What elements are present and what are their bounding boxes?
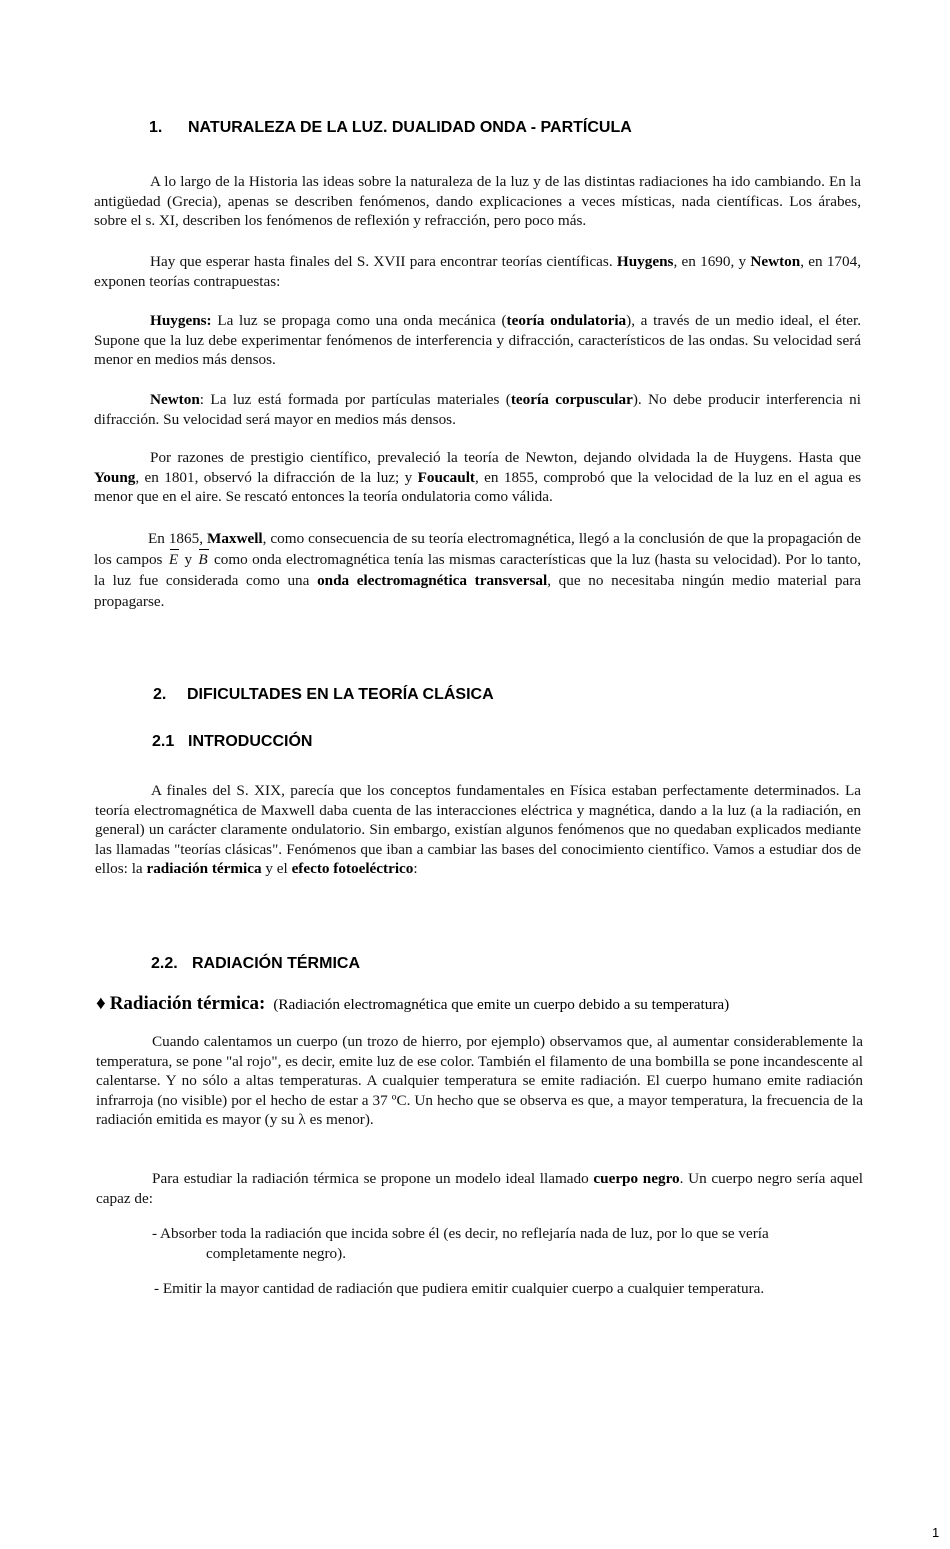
section-number: 2. bbox=[153, 686, 167, 703]
section-title: DIFICULTADES EN LA TEORÍA CLÁSICA bbox=[187, 686, 494, 703]
paragraph: Newton: La luz está formada por partículas materiales (teoría corpuscular). No debe producir interferencia ni difracción. Su velocidad será mayor en medios más densos. bbox=[94, 391, 861, 428]
section-title: RADIACIÓN TÉRMICA bbox=[192, 955, 360, 972]
vector-e: E bbox=[168, 551, 179, 568]
paragraph: Por razones de prestigio científico, prevaleció la teoría de Newton, dejando olvidada la de Huygens. Hasta que Young, en 1801, observó la difracción de la luz; y Foucault, en 1855, comprobó que la velocidad de la luz en el agua es menor que en el aire. Se rescató entonces la teoría ondulatoria como válida. bbox=[94, 449, 862, 506]
section-number: 1. bbox=[149, 119, 163, 136]
paragraph: A lo largo de la Historia las ideas sobre la naturaleza de la luz y de las distintas radiaciones ha ido cambiando. En la antigüedad (Grecia), apenas se describen fenómenos, dando explicaciones a veces místicas, nada científicas. Los árabes, sobre el s. XI, describen los fenómenos de reflexión y refracción, pero poco más. bbox=[94, 173, 861, 230]
section-number: 2.2. bbox=[151, 955, 178, 972]
section-2-heading bbox=[153, 686, 494, 704]
bullet-heading bbox=[96, 993, 729, 1015]
paragraph: En 1865, Maxwell, como consecuencia de su teoría electromagnética, llegó a la conclusión de que la propagación de los campos E y B como onda electromagnética tenía las mismas características que la luz (hasta su velocidad). Por lo tanto, la luz fue considerada como una onda electromagnética transversal, que no necesitaba ningún medio material para propagarse. bbox=[94, 530, 862, 610]
bullet-title: Radiación térmica: bbox=[109, 993, 266, 1014]
paragraph: Para estudiar la radiación térmica se propone un modelo ideal llamado cuerpo negro. Un cuerpo negro sería aquel capaz de: bbox=[96, 1170, 863, 1207]
section-title: NATURALEZA DE LA LUZ. DUALIDAD ONDA - PARTÍCULA bbox=[188, 119, 632, 136]
bullet-subtitle: (Radiación electromagnética que emite un cuerpo debido a su temperatura) bbox=[273, 996, 730, 1013]
section-2-2-heading bbox=[151, 955, 360, 973]
paragraph: Huygens: La luz se propaga como una onda mecánica (teoría ondulatoria), a través de un medio ideal, el éter. Supone que la luz debe experimentar fenómenos de interferencia y difracción, característicos de las ondas. Su velocidad será menor en medios más densos. bbox=[94, 312, 861, 369]
paragraph: A finales del S. XIX, parecía que los conceptos fundamentales en Física estaban perfectamente determinados. La teoría electromagnética de Maxwell daba cuenta de las interacciones eléctrica y magnética, dando a la luz (a la radiación, en general) un carácter claramente ondulatorio. Sin embargo, existían algunos fenómenos que no quedaban explicados mediante las llamadas "teorías clásicas". Fenómenos que iban a cambiar las bases del conocimiento científico. Vamos a estudiar dos de ellos: la radiación térmica y el efecto fotoeléctrico: bbox=[95, 782, 861, 878]
section-2-1-heading bbox=[152, 733, 312, 751]
section-1-heading bbox=[149, 119, 632, 137]
section-number: 2.1 bbox=[152, 733, 175, 750]
paragraph: Cuando calentamos un cuerpo (un trozo de hierro, por ejemplo) observamos que, al aumentar considerablemente la temperatura, se pone "al rojo", es decir, emite luz de ese color. También el filamento de una bombilla se pone incandescente al calentarse. Y no sólo a altas temperaturas. A cualquier temperatura se emite radiación. El cuerpo humano emite radiación infrarroja (no visible) por el hecho de estar a 37 ºC. Un hecho que se observa es que, a mayor temperatura, la frecuencia de la radiación emitida es mayor (y su λ es menor). bbox=[96, 1033, 863, 1129]
paragraph: Hay que esperar hasta finales del S. XVII para encontrar teorías científicas. Huygens, en 1690, y Newton, en 1704, exponen teorías contrapuestas: bbox=[94, 253, 862, 290]
section-title: INTRODUCCIÓN bbox=[188, 733, 313, 750]
diamond-bullet-icon: ♦ bbox=[96, 993, 106, 1014]
vector-b: B bbox=[198, 551, 208, 568]
list-item: - Absorber toda la radiación que incida sobre él (es decir, no reflejaría nada de luz, por lo que se vería completamente negro). bbox=[152, 1225, 769, 1262]
list-item: - Emitir la mayor cantidad de radiación que pudiera emitir cualquier cuerpo a cualquier temperatura. bbox=[154, 1280, 765, 1297]
page-number: 1 bbox=[932, 1525, 940, 1540]
